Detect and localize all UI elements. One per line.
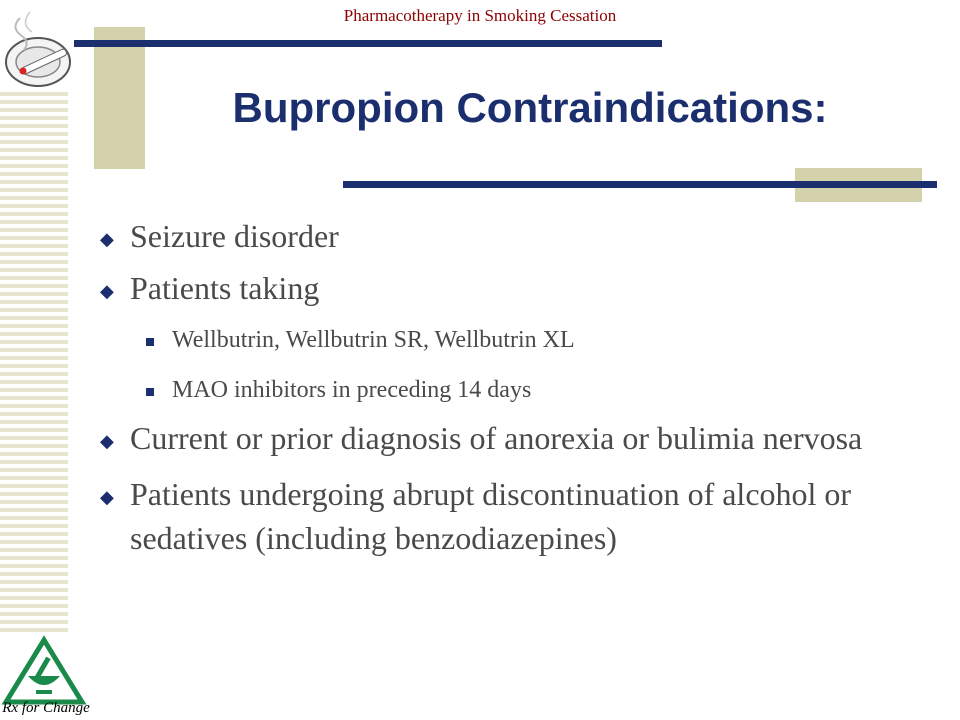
rx-for-change-logo-text: Rx for Change: [2, 700, 90, 716]
sub-bullet-text: Wellbutrin, Wellbutrin SR, Wellbutrin XL: [172, 327, 575, 353]
decorative-bottom-line: [343, 181, 937, 188]
slide-title: Bupropion Contraindications:: [232, 84, 828, 131]
diamond-bullet-icon: ◆: [100, 281, 114, 302]
bullet-text: Current or prior diagnosis of anorexia or bulimia nervosa: [130, 420, 863, 456]
bullet-item: [100, 214, 900, 258]
diamond-bullet-icon: ◆: [100, 229, 114, 250]
square-bullet-icon: [146, 388, 154, 396]
bullet-list: [100, 210, 900, 560]
diamond-bullet-icon: ◆: [100, 487, 114, 508]
sub-bullet-text: MAO inhibitors in preceding 14 days: [172, 377, 532, 403]
bullet-text: Patients taking: [130, 270, 320, 306]
bullet-item: [100, 416, 900, 460]
cigarette-ashtray-icon: [0, 0, 80, 92]
decorative-stripes: [0, 92, 68, 632]
decorative-top-line: [74, 40, 662, 47]
sub-bullet-item: [100, 374, 900, 406]
header-text: Pharmacotherapy in Smoking Cessation: [343, 6, 617, 25]
sub-bullet-item: [100, 324, 900, 356]
square-bullet-icon: [146, 338, 154, 346]
bullet-item: [100, 266, 900, 310]
bullet-text: Seizure disorder: [130, 218, 339, 254]
bullet-item: [100, 472, 900, 560]
bullet-text: Patients undergoing abrupt discontinuation of alcohol or sedatives (including benzodiazepines): [130, 476, 852, 556]
diamond-bullet-icon: ◆: [100, 431, 114, 452]
